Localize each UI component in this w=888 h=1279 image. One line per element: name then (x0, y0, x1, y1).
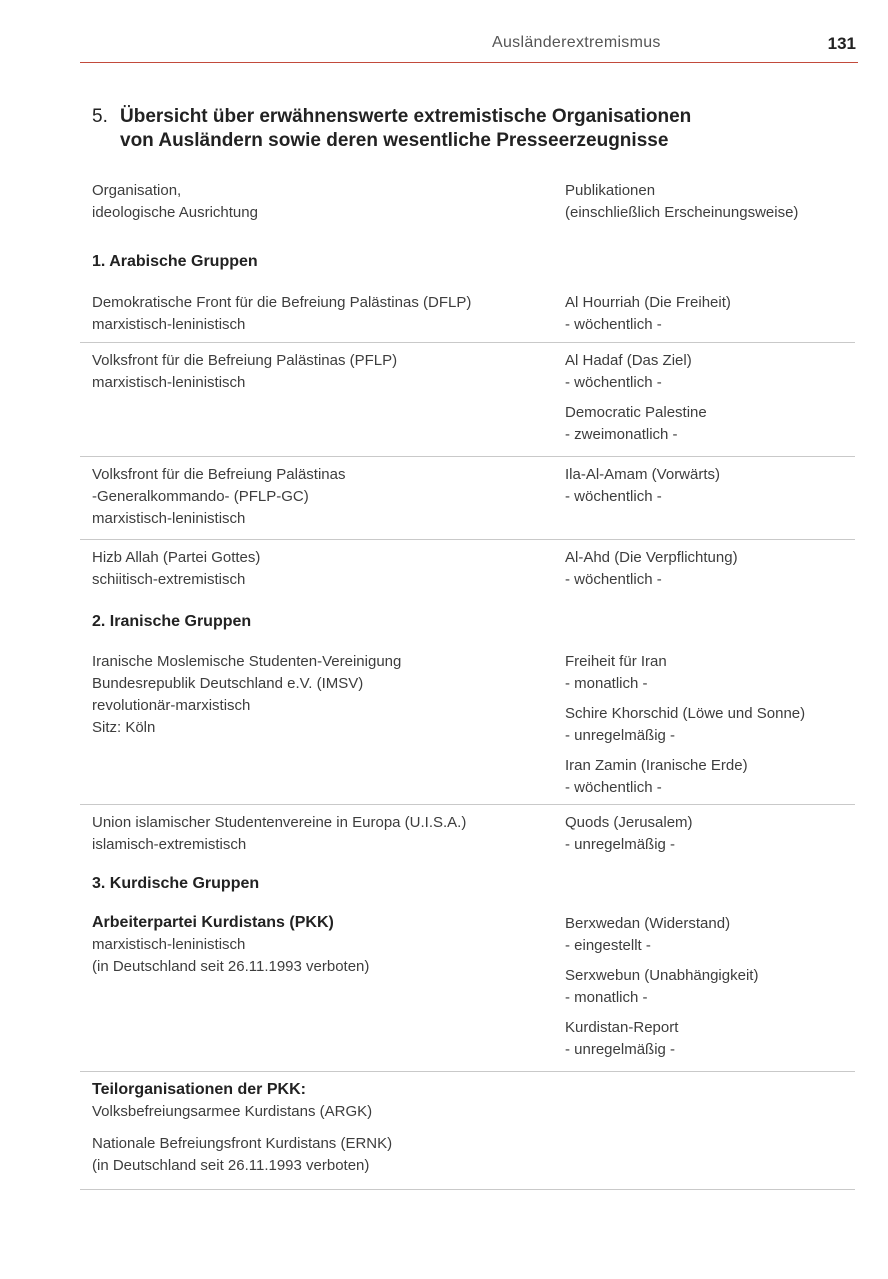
pub-frequency: - monatlich - (565, 675, 648, 692)
pub-entry-pkk (565, 913, 758, 1061)
suborg-heading: Teilorganisationen der PKK: (92, 1081, 306, 1098)
row-divider (80, 342, 855, 343)
suborganisations (92, 1079, 392, 1177)
org-entry-dflp (92, 292, 471, 336)
org-ideology: revolutionär-marxistisch (92, 697, 251, 714)
org-title: Arbeiterpartei Kurdistans (PKK) (92, 914, 334, 931)
pub-name: Schire Khorschid (Löwe und Sonne) (565, 705, 806, 722)
pub-frequency: - zweimonatlich - (565, 426, 678, 443)
suborg-item: Nationale Befreiungsfront Kurdistans (ERNK) (92, 1135, 393, 1152)
org-entry-pkk (92, 912, 369, 978)
org-ban-note: (in Deutschland seit 26.11.1993 verboten) (92, 958, 370, 975)
pub-frequency: - unregelmäßig - (565, 727, 676, 744)
pub-name: Iran Zamin (Iranische Erde) (565, 757, 748, 774)
row-divider (80, 1071, 855, 1072)
org-name: Iranische Moslemische Studenten-Vereinigung (92, 653, 402, 670)
org-name: Demokratische Front für die Befreiung Palästinas (DFLP) (92, 294, 472, 311)
column-header-organisation (92, 180, 258, 224)
group-heading-arabische: 1. Arabische Gruppen (92, 253, 258, 270)
suborg-ban-note: (in Deutschland seit 26.11.1993 verboten) (92, 1157, 370, 1174)
org-entry-hizb-allah (92, 547, 260, 591)
org-ideology: marxistisch-leninistisch (92, 510, 246, 527)
org-ideology: schiitisch-extremistisch (92, 571, 246, 588)
org-ideology: islamisch-extremistisch (92, 836, 247, 853)
pub-name: Quods (Jerusalem) (565, 814, 693, 831)
pub-name: Al Hadaf (Das Ziel) (565, 352, 692, 369)
row-divider (80, 1189, 855, 1190)
row-divider (80, 539, 855, 540)
pub-frequency: - wöchentlich - (565, 374, 662, 391)
page-number: 131 (827, 34, 856, 53)
suborg-item: Volksbefreiungsarmee Kurdistans (ARGK) (92, 1103, 373, 1120)
pub-name: Al-Ahd (Die Verpflichtung) (565, 549, 738, 566)
column-header-line: Organisation, (92, 182, 182, 199)
pub-entry-hizb-allah (565, 547, 738, 591)
org-ideology: marxistisch-leninistisch (92, 374, 246, 391)
pub-name: Democratic Palestine (565, 404, 707, 421)
row-divider (80, 804, 855, 805)
section-number: 5. (92, 106, 108, 127)
org-name: Bundesrepublik Deutschland e.V. (IMSV) (92, 675, 364, 692)
pub-frequency: - unregelmäßig - (565, 836, 676, 853)
section-title-line: Übersicht über erwähnenswerte extremistische Organisationen (120, 106, 692, 127)
pub-entry-dflp (565, 292, 731, 336)
org-name: -Generalkommando- (PFLP-GC) (92, 488, 309, 505)
org-name: Union islamischer Studentenvereine in Europa (U.I.S.A.) (92, 814, 467, 831)
org-entry-uisa (92, 812, 466, 856)
column-header-line: (einschließlich Erscheinungsweise) (565, 204, 799, 221)
pub-name: Serxwebun (Unabhängigkeit) (565, 967, 759, 984)
pub-entry-pflp-gc (565, 464, 720, 508)
pub-frequency: - wöchentlich - (565, 316, 662, 333)
pub-frequency: - eingestellt - (565, 937, 651, 954)
group-heading-iranische: 2. Iranische Gruppen (92, 613, 252, 630)
group-heading-kurdische: 3. Kurdische Gruppen (92, 875, 260, 892)
column-header-publikationen (565, 180, 798, 224)
org-name: Volksfront für die Befreiung Palästinas (PFLP) (92, 352, 398, 369)
org-entry-pflp (92, 350, 397, 394)
pub-name: Berxwedan (Widerstand) (565, 915, 731, 932)
row-divider (80, 456, 855, 457)
column-header-line: Publikationen (565, 182, 656, 199)
org-ideology: marxistisch-leninistisch (92, 936, 246, 953)
pub-frequency: - monatlich - (565, 989, 648, 1006)
org-name: Volksfront für die Befreiung Palästinas (92, 466, 346, 483)
section-title (120, 105, 780, 153)
org-seat: Sitz: Köln (92, 719, 156, 736)
org-entry-pflp-gc (92, 464, 345, 530)
pub-frequency: - unregelmäßig - (565, 1041, 676, 1058)
running-title: Ausländerextremismus (492, 34, 661, 51)
pub-entry-uisa (565, 812, 693, 856)
column-header-line: ideologische Ausrichtung (92, 204, 258, 221)
pub-frequency: - wöchentlich - (565, 571, 662, 588)
org-entry-imsv (92, 651, 401, 739)
pub-entry-imsv (565, 651, 805, 799)
pub-name: Ila-Al-Amam (Vorwärts) (565, 466, 721, 483)
pub-name: Al Hourriah (Die Freiheit) (565, 294, 731, 311)
org-name: Hizb Allah (Partei Gottes) (92, 549, 261, 566)
pub-frequency: - wöchentlich - (565, 488, 662, 505)
org-ideology: marxistisch-leninistisch (92, 316, 246, 333)
section-title-line: von Ausländern sowie deren wesentliche Presseerzeugnisse (120, 130, 669, 151)
header-rule (80, 62, 858, 63)
pub-name: Kurdistan-Report (565, 1019, 679, 1036)
running-header (80, 34, 858, 64)
pub-name: Freiheit für Iran (565, 653, 667, 670)
pub-entry-pflp (565, 350, 707, 446)
pub-frequency: - wöchentlich - (565, 779, 662, 796)
